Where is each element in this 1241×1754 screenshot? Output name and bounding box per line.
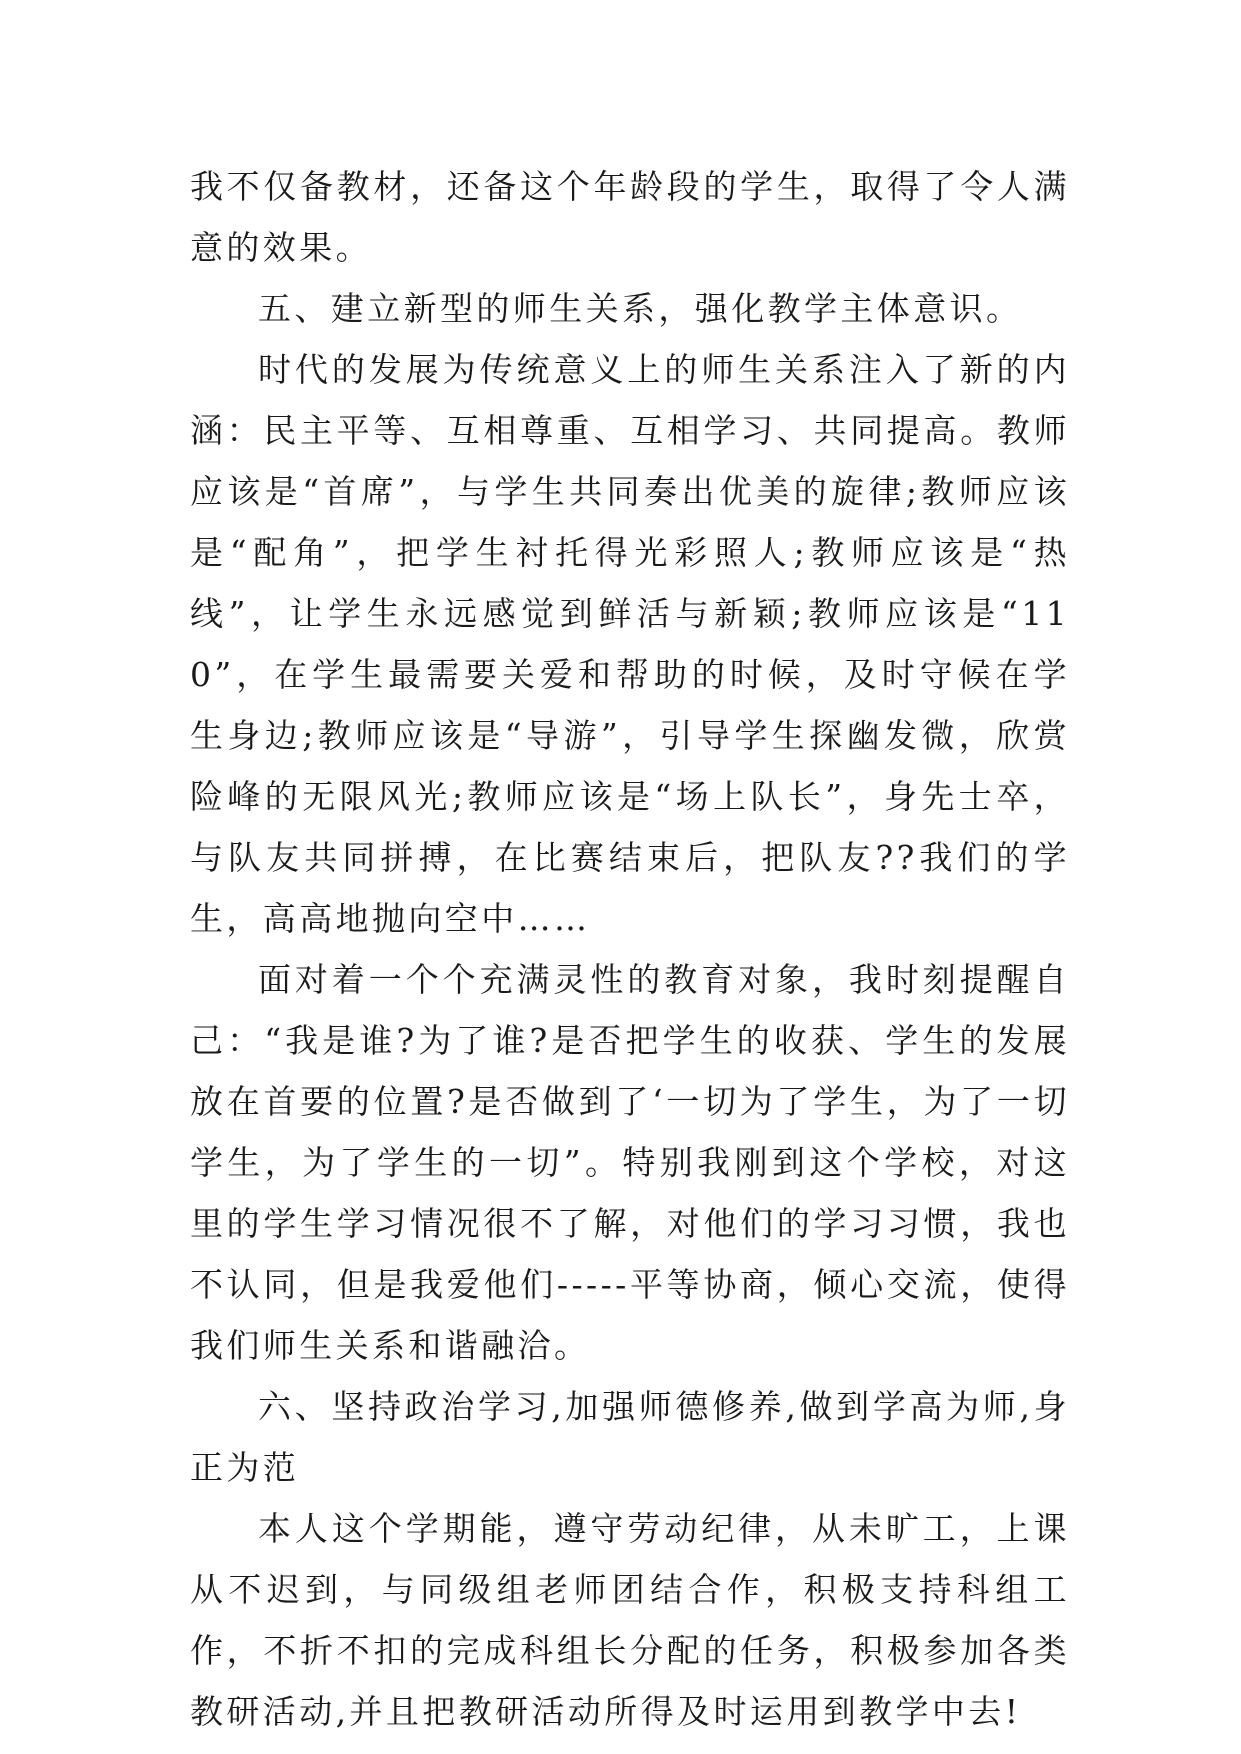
paragraph-continuation: 我不仅备教材，还备这个年龄段的学生，取得了令人满意的效果。 <box>190 167 1070 267</box>
paragraph-work-discipline: 本人这个学期能，遵守劳动纪律，从未旷工，上课从不迟到，与同级组老师团结合作，积极支持科组工作，不折不扣的完成科组长分配的任务，积极参加各类教研活动,并且把教研活动所得及时运用到教学中去! <box>190 1509 1070 1731</box>
document-body <box>190 156 1070 1742</box>
paragraph-self-reflection: 面对着一个个充满灵性的教育对象，我时刻提醒自己：“我是谁?为了谁?是否把学生的收获、学生的发展放在首要的位置?是否做到了‘一切为了学生，为了一切学生，为了学生的一切”。特别我刚到这个学校，对这里的学生学习情况很不了解，对他们的学习习惯，我也不认同，但是我爱他们-----平等协商，倾心交流，使得我们师生关系和谐融洽。 <box>190 960 1070 1365</box>
paragraph-teacher-roles: 时代的发展为传统意义上的师生关系注入了新的内涵：民主平等、互相尊重、互相学习、共同提高。教师应该是“首席”，与学生共同奏出优美的旋律;教师应该是“配角”，把学生衬托得光彩照人;教师应该是“热线”，让学生永远感觉到鲜活与新颖;教师应该是“110”，在学生最需要关爱和帮助的时候，及时守候在学生身边;教师应该是“导游”，引导学生探幽发微，欣赏险峰的无限风光;教师应该是“场上队长”，身先士卒，与队友共同拼搏，在比赛结束后，把队友??我们的学生，高高地抛向空中…… <box>190 350 1070 938</box>
section-heading-six: 六、坚持政治学习,加强师德修养,做到学高为师,身正为范 <box>190 1387 1070 1487</box>
section-heading-five: 五、建立新型的师生关系，强化教学主体意识。 <box>258 289 1023 328</box>
